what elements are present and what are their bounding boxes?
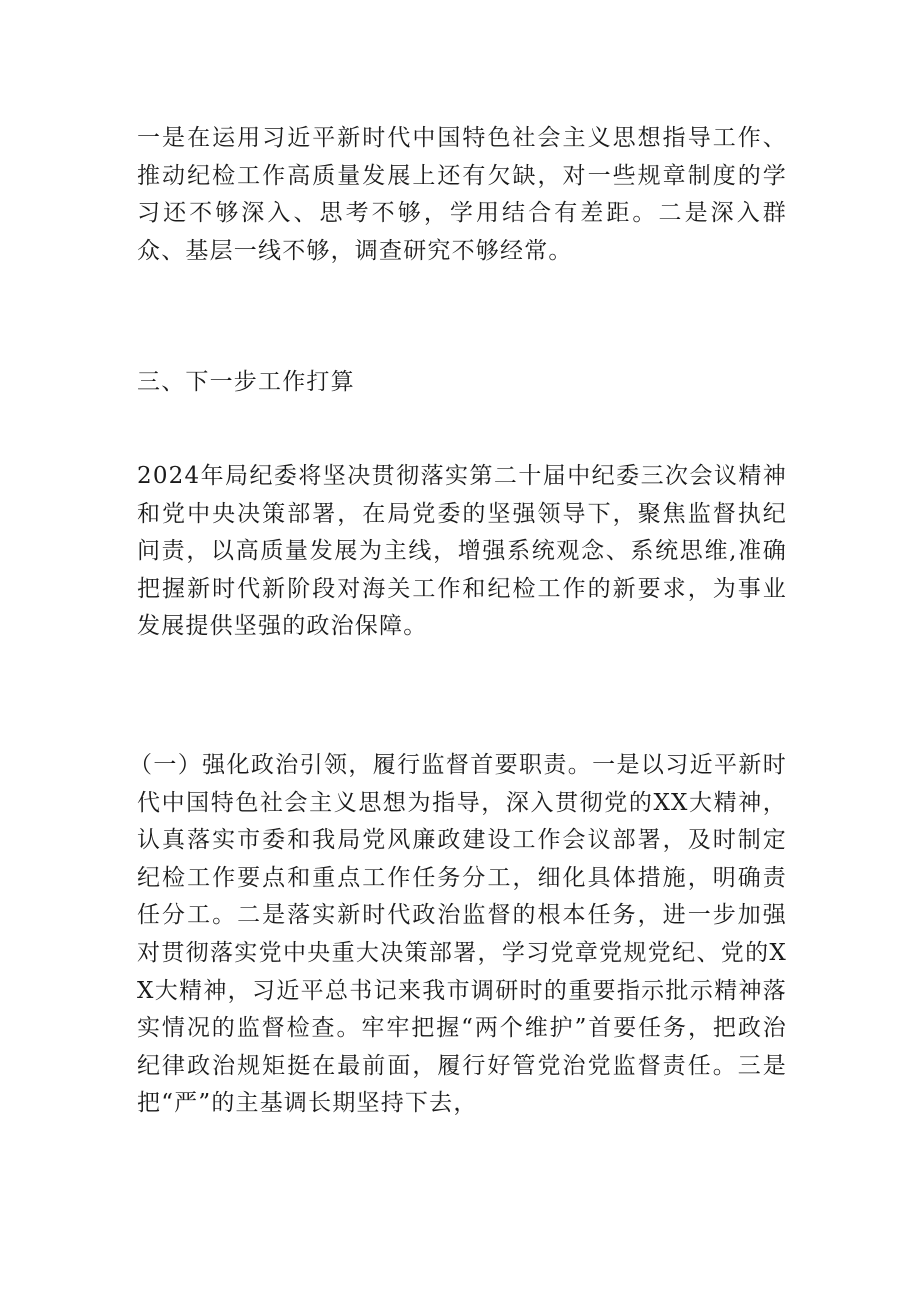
paragraph-2024-plan: 2024年局纪委将坚决贯彻落实第二十届中纪委三次会议精神和党中央决策部署，在局党委的坚强领导下，聚焦监督执纪问责，以高质量发展为主线，增强系统观念、系统思维,准确把握新时代新阶段对海关工作和纪检工作的新要求，为事业发展提供坚强的政治保障。: [137, 463, 787, 640]
paragraph-shortcomings: 一是在运用习近平新时代中国特色社会主义思想指导工作、推动纪检工作高质量发展上还有欠缺，对一些规章制度的学习还不够深入、思考不够，学用结合有差距。二是深入群众、基层一线不够，调查研究不够经常。: [137, 125, 787, 264]
section-heading-next-steps: 三、下一步工作打算: [137, 369, 355, 395]
paragraph-political-guidance: （一）强化政治引领，履行监督首要职责。一是以习近平新时代中国特色社会主义思想为指导，深入贯彻党的XX大精神，认真落实市委和我局党风廉政建设工作会议部署，及时制定纪检工作要点和重点工作任务分工，细化具体措施，明确责任分工。二是落实新时代政治监督的根本任务，进一步加强对贯彻落实党中央重大决策部署，学习党章党规党纪、党的XX大精神，习近平总书记来我市调研时的重要指示批示精神落实情况的监督检查。牢牢把握“两个维护”首要任务，把政治纪律政治规矩挺在最前面，履行好管党治党监督责任。三是把“严”的主基调长期坚持下去，: [129, 752, 787, 1117]
